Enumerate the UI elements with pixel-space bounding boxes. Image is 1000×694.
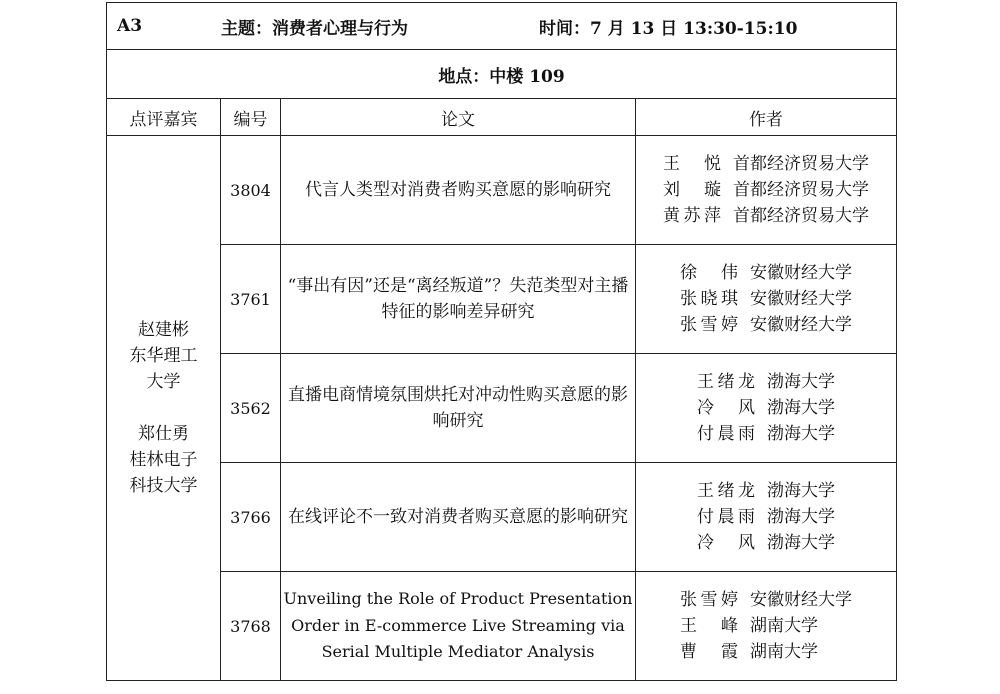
reviewer-affiliation-line: 大学: [146, 372, 181, 392]
paper-row: [107, 463, 897, 572]
paper-list: [107, 136, 897, 681]
author-affiliation: 首都经济贸易大学: [733, 206, 870, 226]
paper-title: Unveiling the Role of Product Presentation Order in E-commerce Live Streaming via Serial Multiple Mediator Analysis: [281, 572, 636, 681]
author-name: 黄苏萍: [663, 206, 722, 226]
column-header-number: 编号: [221, 99, 281, 136]
author-name: 王绪龙: [697, 372, 756, 392]
location-row: [107, 50, 897, 99]
author-affiliation: 渤海大学: [767, 481, 836, 501]
column-header-paper: 论文: [281, 99, 636, 136]
author-name: 刘 璇: [663, 180, 722, 200]
paper-number: 3766: [221, 463, 281, 572]
author-affiliation: 安徽财经大学: [750, 263, 853, 283]
paper-authors: [636, 136, 897, 245]
author-line: [697, 421, 835, 447]
author-affiliation: 安徽财经大学: [750, 315, 853, 335]
session-location: 地点：中楼 109: [107, 50, 897, 99]
paper-authors: [636, 463, 897, 572]
author-affiliation: 渤海大学: [767, 533, 836, 553]
reviewer-affiliation-line: 东华理工: [129, 346, 198, 366]
author-affiliation: 首都经济贸易大学: [733, 180, 870, 200]
author-line: [680, 587, 852, 613]
author-name: 张晓琪: [680, 289, 739, 309]
author-name: 付晨雨: [697, 507, 756, 527]
paper-title: “事出有因”还是“离经叛道”？失范类型对主播特征的影响差异研究: [281, 245, 636, 354]
paper-title: 代言人类型对消费者购买意愿的影响研究: [281, 136, 636, 245]
paper-title: 在线评论不一致对消费者购买意愿的影响研究: [281, 463, 636, 572]
session-topic: 主题：消费者心理与行为: [221, 18, 408, 39]
reviewer: [107, 421, 220, 499]
paper-number: 3562: [221, 354, 281, 463]
author-line: [663, 177, 869, 203]
author-affiliation: 安徽财经大学: [750, 590, 853, 610]
author-name: 冷 风: [697, 398, 756, 418]
paper-authors: [636, 245, 897, 354]
session-id: A3: [117, 16, 143, 36]
column-header-reviewer: 点评嘉宾: [107, 99, 221, 136]
author-line: [680, 260, 852, 286]
author-line: [697, 395, 835, 421]
author-affiliation: 湖南大学: [750, 616, 819, 636]
author-name: 王绪龙: [697, 481, 756, 501]
session-time: 时间：7 月 13 日 13:30-15:10: [539, 18, 798, 39]
author-affiliation: 安徽财经大学: [750, 289, 853, 309]
paper-row: [107, 354, 897, 463]
author-line: [697, 478, 835, 504]
paper-row: [107, 572, 897, 681]
author-name: 付晨雨: [697, 424, 756, 444]
author-name: 冷 风: [697, 533, 756, 553]
author-line: [697, 504, 835, 530]
author-affiliation: 渤海大学: [767, 424, 836, 444]
author-line: [680, 639, 852, 665]
session-schedule-table: [106, 2, 897, 681]
paper-number: 3761: [221, 245, 281, 354]
paper-row: [107, 136, 897, 245]
reviewer-name: 郑仕勇: [138, 424, 189, 444]
reviewers-cell: [107, 136, 221, 681]
author-name: 徐 伟: [680, 263, 739, 283]
paper-authors: [636, 354, 897, 463]
paper-row: [107, 245, 897, 354]
author-affiliation: 渤海大学: [767, 398, 836, 418]
column-header-authors: 作者: [636, 99, 897, 136]
reviewer: [107, 317, 220, 395]
column-header-row: [107, 99, 897, 136]
author-affiliation: 湖南大学: [750, 642, 819, 662]
reviewer-affiliation-line: 桂林电子: [129, 450, 198, 470]
paper-title: 直播电商情境氛围烘托对冲动性购买意愿的影响研究: [281, 354, 636, 463]
author-affiliation: 首都经济贸易大学: [733, 154, 870, 174]
author-name: 曹 霞: [680, 642, 739, 662]
reviewer-name: 赵建彬: [138, 320, 189, 340]
author-name: 张雪婷: [680, 315, 739, 335]
author-line: [663, 151, 869, 177]
session-header-row: [107, 3, 897, 50]
author-affiliation: 渤海大学: [767, 372, 836, 392]
paper-number: 3804: [221, 136, 281, 245]
author-line: [680, 312, 852, 338]
author-line: [697, 369, 835, 395]
author-line: [680, 613, 852, 639]
author-affiliation: 渤海大学: [767, 507, 836, 527]
author-name: 王 峰: [680, 616, 739, 636]
author-line: [663, 203, 869, 229]
reviewer-affiliation-line: 科技大学: [129, 476, 198, 496]
session-header-cell: [107, 3, 897, 50]
author-name: 张雪婷: [680, 590, 739, 610]
author-line: [680, 286, 852, 312]
paper-number: 3768: [221, 572, 281, 681]
paper-authors: [636, 572, 897, 681]
author-line: [697, 530, 835, 556]
author-name: 王 悦: [663, 154, 722, 174]
